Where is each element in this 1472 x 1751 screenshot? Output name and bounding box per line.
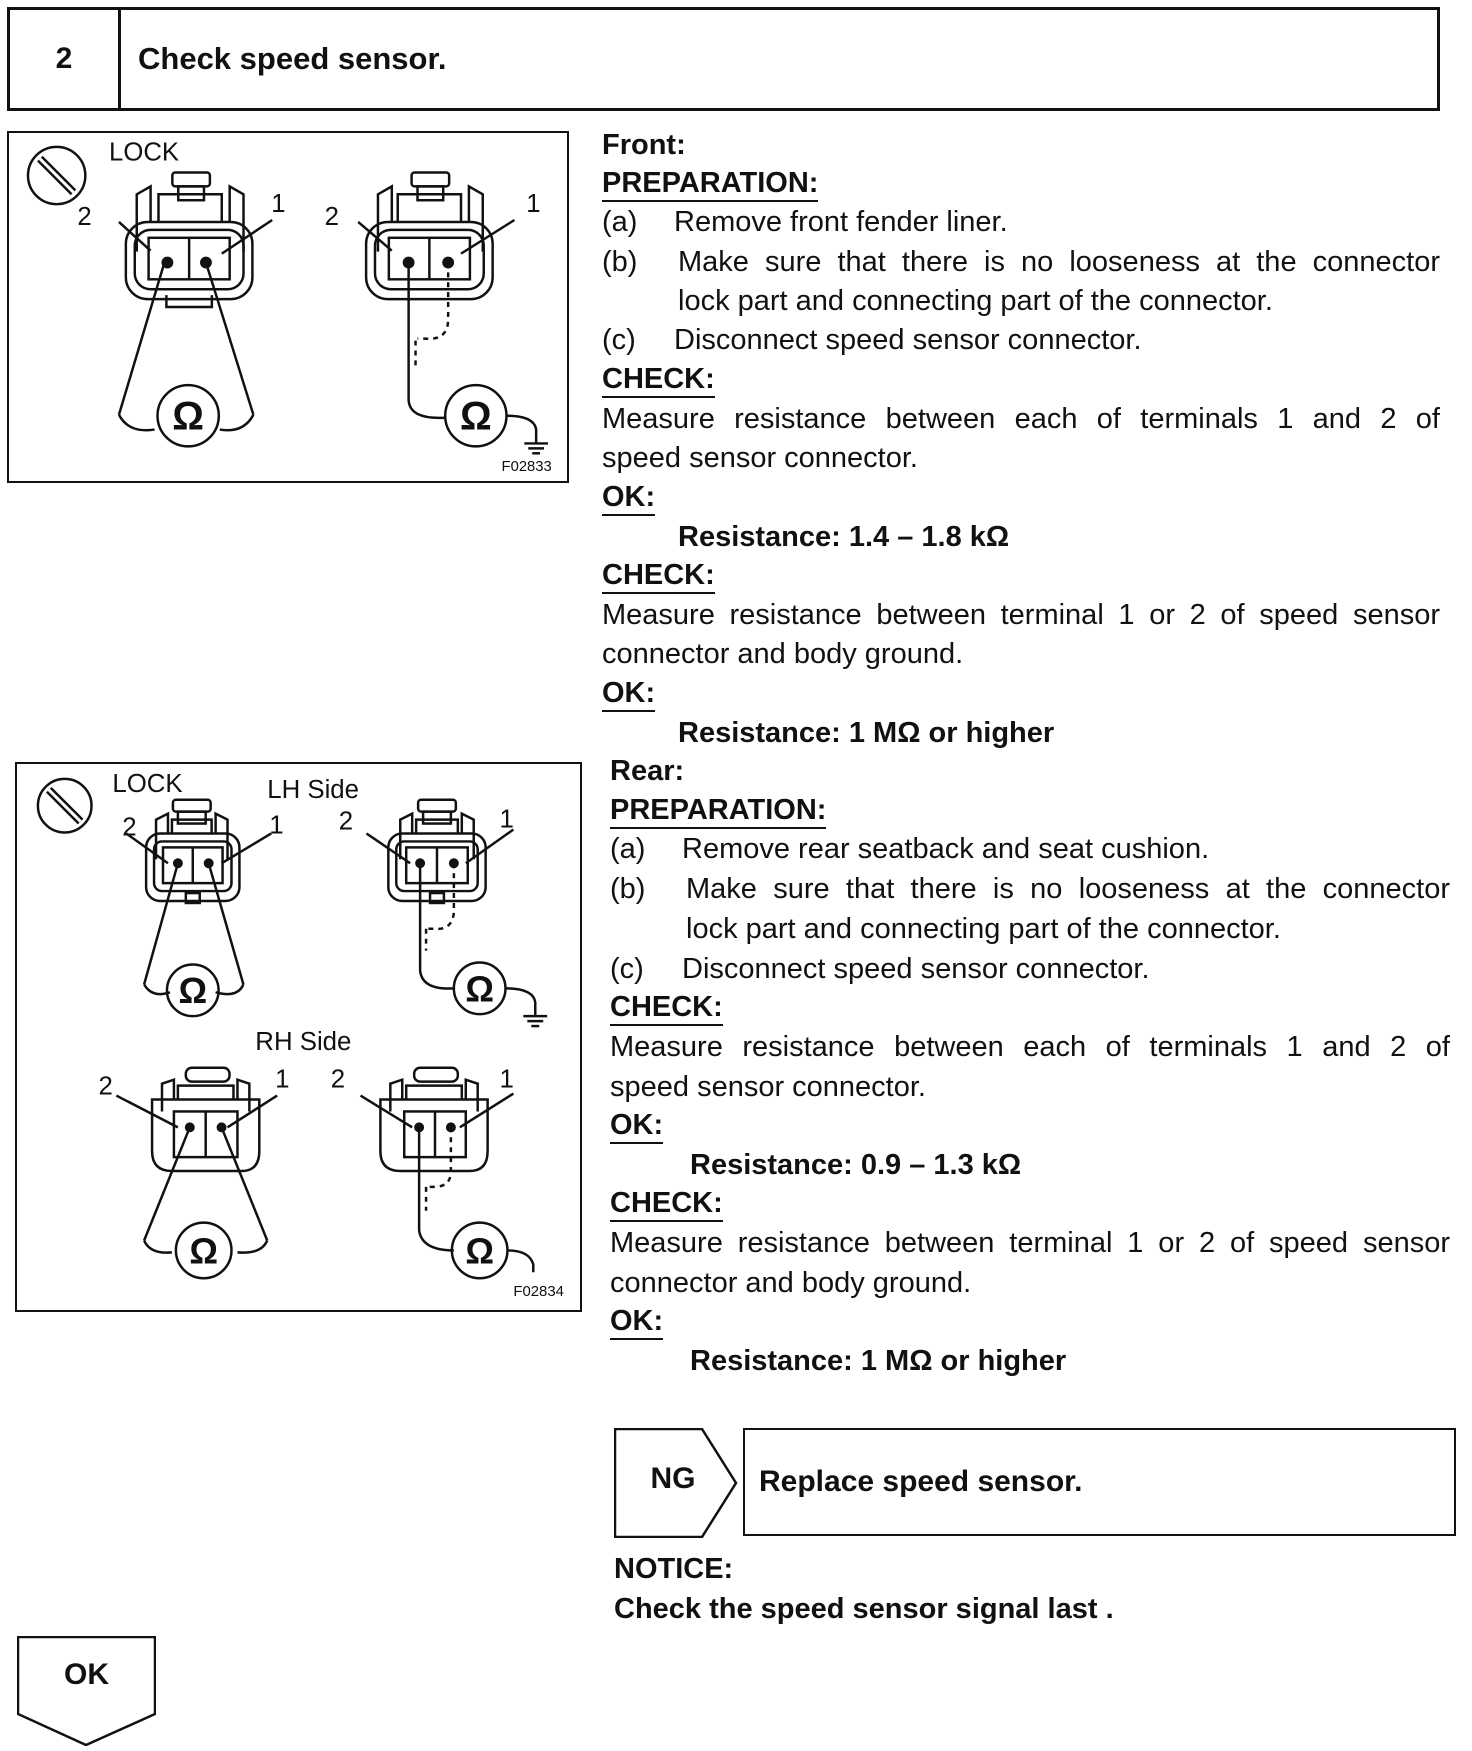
front-preparation-heading: PREPARATION: bbox=[602, 166, 818, 202]
rear-ok1-value: Resistance: 0.9 – 1.3 kΩ bbox=[690, 1149, 1022, 1181]
ok-label: OK bbox=[64, 1658, 109, 1691]
step-title: Check speed sensor. bbox=[138, 41, 447, 76]
rear-check1-line1: Measure resistance between each of terminals 1 and 2 of bbox=[610, 1031, 1450, 1063]
front-check2-line1: Measure resistance between terminal 1 or 2 of speed sensor bbox=[602, 599, 1440, 631]
front-step-b: (b) bbox=[602, 246, 638, 278]
ohmmeter-icon: Ω bbox=[189, 1231, 219, 1272]
front-step-b-line2: lock part and connecting part of the connector. bbox=[678, 285, 1273, 317]
connector-right bbox=[358, 173, 548, 454]
figure-id: F02834 bbox=[513, 1284, 564, 1301]
lock-icon bbox=[38, 779, 92, 833]
terminal-2-label: 2 bbox=[338, 807, 354, 836]
front-check1-line1: Measure resistance between each of terminals 1 and 2 of bbox=[602, 403, 1440, 435]
terminal-1-label: 1 bbox=[526, 190, 541, 219]
terminal-1-label: 1 bbox=[271, 190, 286, 219]
terminal-1-label: 1 bbox=[499, 805, 514, 834]
front-step-c: (c) Disconnect speed sensor connector. bbox=[602, 324, 1142, 356]
front-ok2-value: Resistance: 1 MΩ or higher bbox=[678, 717, 1055, 749]
front-ok2-heading: OK: bbox=[602, 676, 655, 712]
terminal-2-label: 2 bbox=[324, 202, 339, 231]
front-heading: Front: bbox=[602, 129, 686, 161]
terminal-1-label: 1 bbox=[275, 1065, 290, 1094]
rear-check1-line2: speed sensor connector. bbox=[610, 1071, 926, 1103]
ohmmeter-icon: Ω bbox=[459, 394, 492, 439]
front-connector-diagram bbox=[9, 133, 567, 481]
ohmmeter-icon: Ω bbox=[465, 969, 494, 1010]
notice-text: Check the speed sensor signal last . bbox=[614, 1593, 1114, 1625]
front-check1-line2: speed sensor connector. bbox=[602, 442, 918, 474]
ohmmeter-icon: Ω bbox=[178, 971, 208, 1012]
lh-connector-right bbox=[367, 800, 548, 1026]
rear-connector-diagram bbox=[17, 764, 580, 1310]
lock-icon bbox=[28, 147, 85, 204]
rear-check2-line1: Measure resistance between terminal 1 or 2 of speed sensor bbox=[610, 1227, 1450, 1259]
ohmmeter-icon: Ω bbox=[465, 1231, 494, 1272]
rear-ok2-heading: OK: bbox=[610, 1304, 663, 1340]
rear-connector-figure bbox=[15, 762, 582, 1312]
rear-check1-heading: CHECK: bbox=[610, 990, 723, 1026]
ohmmeter-icon: Ω bbox=[172, 394, 204, 439]
terminal-1-label: 1 bbox=[499, 1065, 514, 1094]
rear-ok1-heading: OK: bbox=[610, 1108, 663, 1144]
rear-step-b-line2: lock part and connecting part of the connector. bbox=[686, 913, 1281, 945]
ng-action-box bbox=[743, 1428, 1456, 1536]
rear-preparation-heading: PREPARATION: bbox=[610, 793, 826, 829]
lock-label: LOCK bbox=[109, 138, 180, 167]
lock-label: LOCK bbox=[112, 769, 183, 798]
step-number: 2 bbox=[10, 10, 121, 108]
rh-connector-right bbox=[361, 1065, 534, 1278]
rh-side-label: RH Side bbox=[255, 1027, 352, 1056]
front-ok1-heading: OK: bbox=[602, 480, 655, 516]
front-step-b-line1: Make sure that there is no looseness at the connector bbox=[678, 246, 1440, 278]
front-ok1-value: Resistance: 1.4 – 1.8 kΩ bbox=[678, 521, 1010, 553]
rear-step-b-line1: Make sure that there is no looseness at the connector bbox=[686, 873, 1450, 905]
front-check2-heading: CHECK: bbox=[602, 558, 715, 594]
rear-heading: Rear: bbox=[610, 755, 685, 787]
terminal-2-label: 2 bbox=[330, 1065, 346, 1094]
rear-step-b: (b) bbox=[610, 873, 646, 905]
front-connector-figure bbox=[7, 131, 569, 483]
ng-label: NG bbox=[650, 1462, 696, 1495]
rear-step-c: (c) Disconnect speed sensor connector. bbox=[610, 953, 1150, 985]
figure-id: F02833 bbox=[501, 459, 552, 476]
terminal-2-label: 2 bbox=[122, 813, 137, 842]
front-check1-heading: CHECK: bbox=[602, 362, 715, 398]
rear-ok2-value: Resistance: 1 MΩ or higher bbox=[690, 1345, 1067, 1377]
front-step-a: (a) Remove front fender liner. bbox=[602, 206, 1008, 238]
notice-heading: NOTICE: bbox=[614, 1553, 734, 1585]
rear-check2-line2: connector and body ground. bbox=[610, 1267, 972, 1299]
step-header bbox=[7, 7, 1440, 111]
ng-action-text: Replace speed sensor. bbox=[759, 1465, 1083, 1498]
terminal-1-label: 1 bbox=[269, 811, 284, 840]
lh-side-label: LH Side bbox=[267, 775, 360, 804]
rear-step-a: (a) Remove rear seatback and seat cushion. bbox=[610, 833, 1210, 865]
rear-check2-heading: CHECK: bbox=[610, 1186, 723, 1222]
front-check2-line2: connector and body ground. bbox=[602, 638, 964, 670]
terminal-2-label: 2 bbox=[98, 1072, 113, 1101]
terminal-2-label: 2 bbox=[77, 202, 92, 231]
